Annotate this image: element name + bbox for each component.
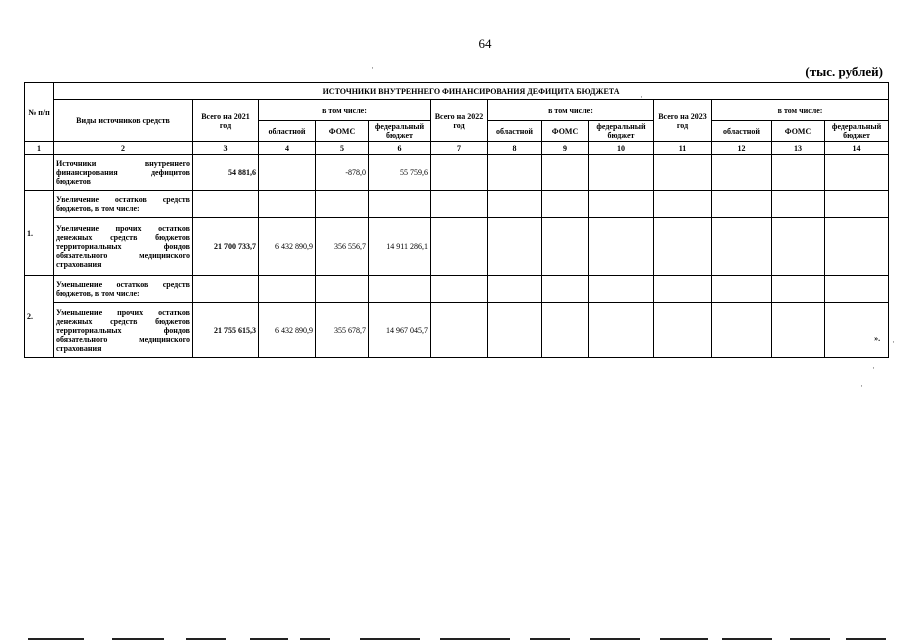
header-including-2023: в том числе: — [712, 100, 889, 121]
row-federal-2021: 14 967 045,7 — [369, 303, 431, 358]
column-number: 11 — [654, 142, 712, 155]
empty-cell — [431, 276, 488, 303]
empty-cell — [431, 155, 488, 191]
row-foms-2021: 356 556,7 — [316, 218, 369, 276]
empty-cell — [825, 303, 889, 358]
empty-cell — [772, 218, 825, 276]
row-foms-2021: 355 678,7 — [316, 303, 369, 358]
scan-speck: · — [371, 63, 374, 73]
row-total-2021 — [193, 191, 259, 218]
empty-cell — [431, 191, 488, 218]
row-federal-2021 — [369, 191, 431, 218]
empty-cell — [825, 155, 889, 191]
row-regional-2021: 6 432 890,9 — [259, 303, 316, 358]
row-foms-2021: -878,0 — [316, 155, 369, 191]
header-regional-2023: областной — [712, 121, 772, 142]
row-name: Уменьшение прочих остатков денежных средств бюджетов территориальных фондов обязательного медицинского страхования — [54, 303, 193, 358]
row-federal-2021 — [369, 276, 431, 303]
header-federal-2021: федеральный бюджет — [369, 121, 431, 142]
header-regional-2022: областной — [488, 121, 542, 142]
header-foms-2021: ФОМС — [316, 121, 369, 142]
empty-cell — [488, 276, 542, 303]
row-regional-2021: 6 432 890,9 — [259, 218, 316, 276]
scan-speck: · — [860, 381, 863, 391]
column-numbers-row — [25, 142, 889, 155]
header-federal-2023: федеральный бюджет — [825, 121, 889, 142]
row-total-2021: 21 755 615,3 — [193, 303, 259, 358]
empty-cell — [712, 218, 772, 276]
row-total-2021 — [193, 276, 259, 303]
row-regional-2021 — [259, 191, 316, 218]
row-name: Увеличение прочих остатков денежных средств бюджетов территориальных фондов обязательного медицинского страхования — [54, 218, 193, 276]
column-number: 6 — [369, 142, 431, 155]
empty-cell — [712, 191, 772, 218]
empty-cell — [712, 155, 772, 191]
table-row — [25, 218, 889, 276]
column-number: 13 — [772, 142, 825, 155]
header-num: № п/п — [25, 83, 54, 142]
empty-cell — [488, 218, 542, 276]
empty-cell — [772, 155, 825, 191]
empty-cell — [542, 191, 589, 218]
page-number: 64 — [478, 36, 492, 51]
column-number: 2 — [54, 142, 193, 155]
empty-cell — [431, 218, 488, 276]
empty-cell — [589, 191, 654, 218]
header-foms-2022: ФОМС — [542, 121, 589, 142]
column-number: 9 — [542, 142, 589, 155]
empty-cell — [825, 191, 889, 218]
table-row — [25, 276, 889, 303]
table-row — [25, 191, 889, 218]
row-foms-2021 — [316, 276, 369, 303]
empty-cell — [772, 276, 825, 303]
row-foms-2021 — [316, 191, 369, 218]
empty-cell — [712, 303, 772, 358]
scan-speck: · — [872, 363, 875, 373]
empty-cell — [542, 155, 589, 191]
empty-cell — [488, 303, 542, 358]
row-num: 2. — [25, 276, 54, 358]
financing-sources-table — [24, 82, 889, 358]
empty-cell — [654, 276, 712, 303]
row-num — [25, 155, 54, 191]
header-kinds: Виды источников средств — [54, 100, 193, 142]
column-number: 4 — [259, 142, 316, 155]
column-number: 8 — [488, 142, 542, 155]
empty-cell — [654, 218, 712, 276]
empty-cell — [772, 303, 825, 358]
empty-cell — [542, 303, 589, 358]
table-row — [25, 155, 889, 191]
row-federal-2021: 55 759,6 — [369, 155, 431, 191]
column-number: 7 — [431, 142, 488, 155]
header-total-2022: Всего на 2022 год — [431, 100, 488, 142]
empty-cell — [542, 218, 589, 276]
empty-cell — [654, 155, 712, 191]
row-name: Увеличение остатков средств бюджетов, в том числе: — [54, 191, 193, 218]
units-label: (тыс. рублей) — [805, 64, 883, 79]
empty-cell — [488, 191, 542, 218]
scan-speck: · — [640, 92, 643, 102]
header-including-2021: в том числе: — [259, 100, 431, 121]
empty-cell — [654, 191, 712, 218]
header-including-2022: в том числе: — [488, 100, 654, 121]
header-federal-2022: федеральный бюджет — [589, 121, 654, 142]
row-regional-2021 — [259, 155, 316, 191]
empty-cell — [589, 155, 654, 191]
table-row — [25, 303, 889, 358]
empty-cell — [589, 218, 654, 276]
empty-cell — [825, 276, 889, 303]
empty-cell — [589, 276, 654, 303]
empty-cell — [488, 155, 542, 191]
header-total-2023: Всего на 2023 год — [654, 100, 712, 142]
scan-speck: · — [892, 337, 895, 347]
empty-cell — [772, 191, 825, 218]
table-title: ИСТОЧНИКИ ВНУТРЕННЕГО ФИНАНСИРОВАНИЯ ДЕФИЦИТА БЮДЖЕТА — [54, 83, 889, 100]
header-total-2021: Всего на 2021 год — [193, 100, 259, 142]
empty-cell — [654, 303, 712, 358]
empty-cell — [431, 303, 488, 358]
row-name: Уменьшение остатков средств бюджетов, в том числе: — [54, 276, 193, 303]
row-federal-2021: 14 911 286,1 — [369, 218, 431, 276]
column-number: 5 — [316, 142, 369, 155]
row-total-2021: 54 881,6 — [193, 155, 259, 191]
column-number: 12 — [712, 142, 772, 155]
row-num: 1. — [25, 191, 54, 276]
header-regional-2021: областной — [259, 121, 316, 142]
empty-cell — [825, 218, 889, 276]
row-name: Источники внутреннего финансирования дефицитов бюджетов — [54, 155, 193, 191]
empty-cell — [542, 276, 589, 303]
empty-cell — [712, 276, 772, 303]
column-number: 14 — [825, 142, 889, 155]
closing-quote-mark: ». — [874, 334, 881, 343]
empty-cell — [589, 303, 654, 358]
column-number: 10 — [589, 142, 654, 155]
column-number: 1 — [25, 142, 54, 155]
row-total-2021: 21 700 733,7 — [193, 218, 259, 276]
column-number: 3 — [193, 142, 259, 155]
header-foms-2023: ФОМС — [772, 121, 825, 142]
row-regional-2021 — [259, 276, 316, 303]
